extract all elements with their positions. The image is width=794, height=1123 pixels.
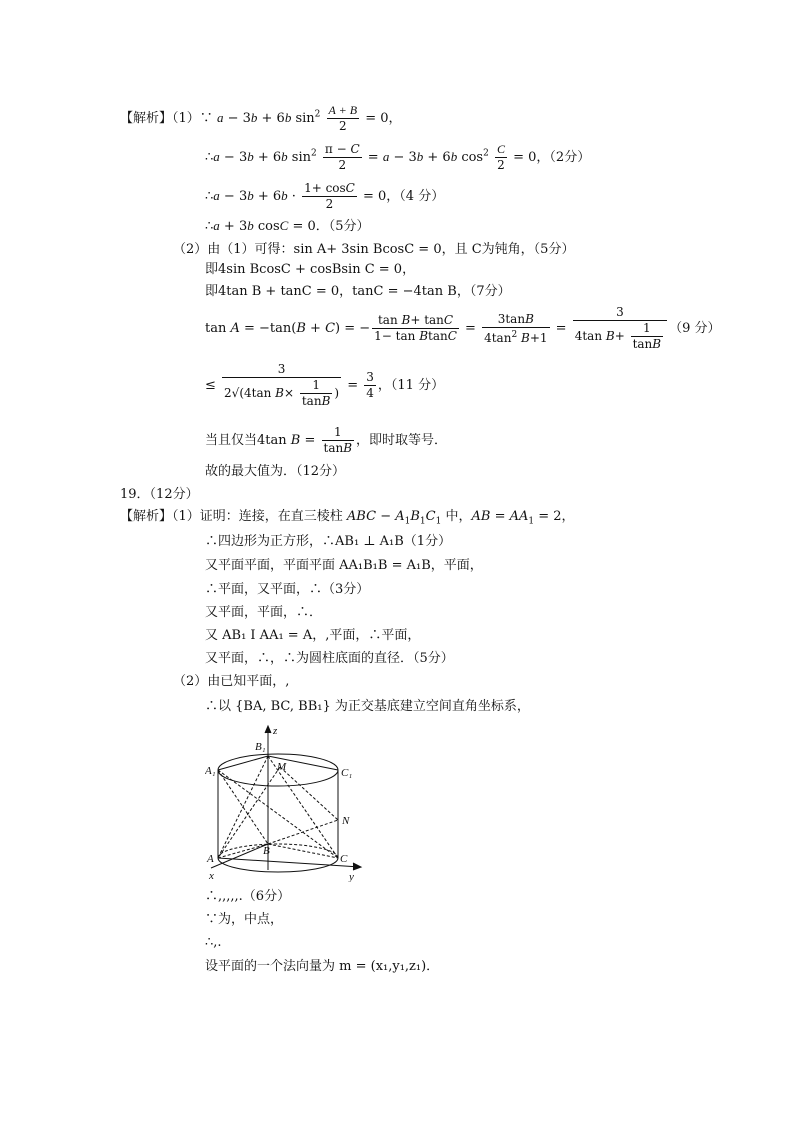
solution-18-line-1: 【解析】（1）∵ a − 3b + 6b $\sin^2$ $\frac{A + B}{2}$ = 0， bbox=[120, 103, 402, 133]
label-A: A bbox=[207, 853, 214, 865]
y-axis bbox=[218, 858, 360, 867]
z-axis-arrow bbox=[265, 726, 271, 733]
label-N: N bbox=[342, 815, 350, 827]
solution-19-line-9: ∴以 {BA, BC, BB₁} 为正交基底建立空间直角坐标系， bbox=[205, 699, 530, 714]
solution-19-line-4: ∴平面，又平面，∴（3分） bbox=[205, 582, 370, 597]
solution-18-line-8: tan A = −tan(B + C) = − $\frac{\text{tan B+ tanC}}{\text{1− tan BtanC}}$ = $\frac{3\tan B}{4\tan^2 B+1}$ = 3 4tan B+ $\frac{1}{\tan B}$ （9 分） bbox=[205, 305, 721, 351]
label-C: C bbox=[340, 853, 348, 865]
solution-18-line-9: ≤ 3 2√(4tan B× $\frac{1}{\tan B}$ ) = $\frac{3}{4}$ ，（11 分） bbox=[205, 362, 445, 408]
solution-18-line-11: 故的最大值为．（12分） bbox=[205, 464, 346, 479]
solution-18-line-4: ∴a + 3b cosC = 0．（5分） bbox=[205, 218, 370, 234]
label-M: M bbox=[277, 761, 287, 773]
solution-18-line-6: 即4sin BcosC + cosBsin C = 0， bbox=[205, 262, 416, 277]
label-y: y bbox=[349, 871, 354, 882]
label-B1: B₁ bbox=[255, 741, 266, 753]
label-A1: A₁ bbox=[205, 765, 216, 777]
solution-19-line-6: 又 AB₁ I AA₁ = A，,平面，∴平面， bbox=[205, 628, 421, 643]
solution-19-line-7: 又平面，∴，∴为圆柱底面的直径．（5分） bbox=[205, 651, 454, 666]
solution-18-line-7: 即4tan B + tanC = 0，tanC = −4tan B，（7分） bbox=[205, 284, 511, 299]
solution-19-line-12: ∴,. bbox=[205, 935, 222, 950]
solution-19-line-10: ∴,,,,,.（6分） bbox=[205, 889, 291, 904]
solution-19-line-13: 设平面的一个法向量为 m = (x₁,y₁,z₁)． bbox=[205, 959, 440, 974]
solution-19-line-11: ∵为，中点， bbox=[205, 912, 284, 927]
label-x: x bbox=[209, 870, 214, 882]
analysis-tag: 【解析】 bbox=[120, 111, 173, 126]
solution-19-line-2: ∴四边形为正方形，∴AB₁ ⊥ A₁B（1分） bbox=[205, 534, 452, 549]
solution-18-line-2: ∴a − 3b + 6b $\sin^2$ $\frac{\pi - C}{2}$ = a − 3b + 6b $\cos^2$ $\frac{C}{2}$ = 0，（2分） bbox=[205, 142, 591, 172]
label-C1: C₁ bbox=[341, 767, 353, 779]
solution-18-line-10: 当且仅当4tan B = $\frac{1}{\tan B}$ ，即时取等号． bbox=[205, 425, 448, 455]
y-axis-arrow bbox=[353, 863, 361, 870]
solution-19-line-8: （2）由已知平面，, bbox=[173, 674, 290, 689]
solution-19-line-5: 又平面，平面，∴． bbox=[205, 605, 323, 620]
analysis-tag: 【解析】 bbox=[120, 509, 173, 524]
solution-19-line-3: 又平面平面，平面平面 AA₁B₁B = A₁B，平面， bbox=[205, 558, 483, 573]
bottom-ellipse-front bbox=[218, 858, 338, 872]
solution-18-line-5: （2）由（1）可得：sin A+ 3sin BcosC = 0，且 C为钝角，（5分） bbox=[173, 242, 575, 257]
label-z: z bbox=[273, 725, 278, 737]
solution-18-line-3: ∴a − 3b + 6b · $\frac{1+ \cos C}{2}$ = 0，（4 分） bbox=[205, 181, 445, 211]
question-19-heading: 19．（12分） bbox=[120, 487, 199, 502]
equation-1: a − 3b + 6b $\sin^2$ $\frac{A + B}{2}$ = 0， bbox=[216, 103, 402, 133]
solution-19-line-1: 【解析】（1）证明：连接，在直三棱柱 ABC − $A_1B_1C_1$ 中，AB = $AA_1 = 2$， bbox=[120, 509, 575, 527]
label-B: B bbox=[263, 845, 270, 857]
cylinder-figure bbox=[205, 722, 375, 882]
